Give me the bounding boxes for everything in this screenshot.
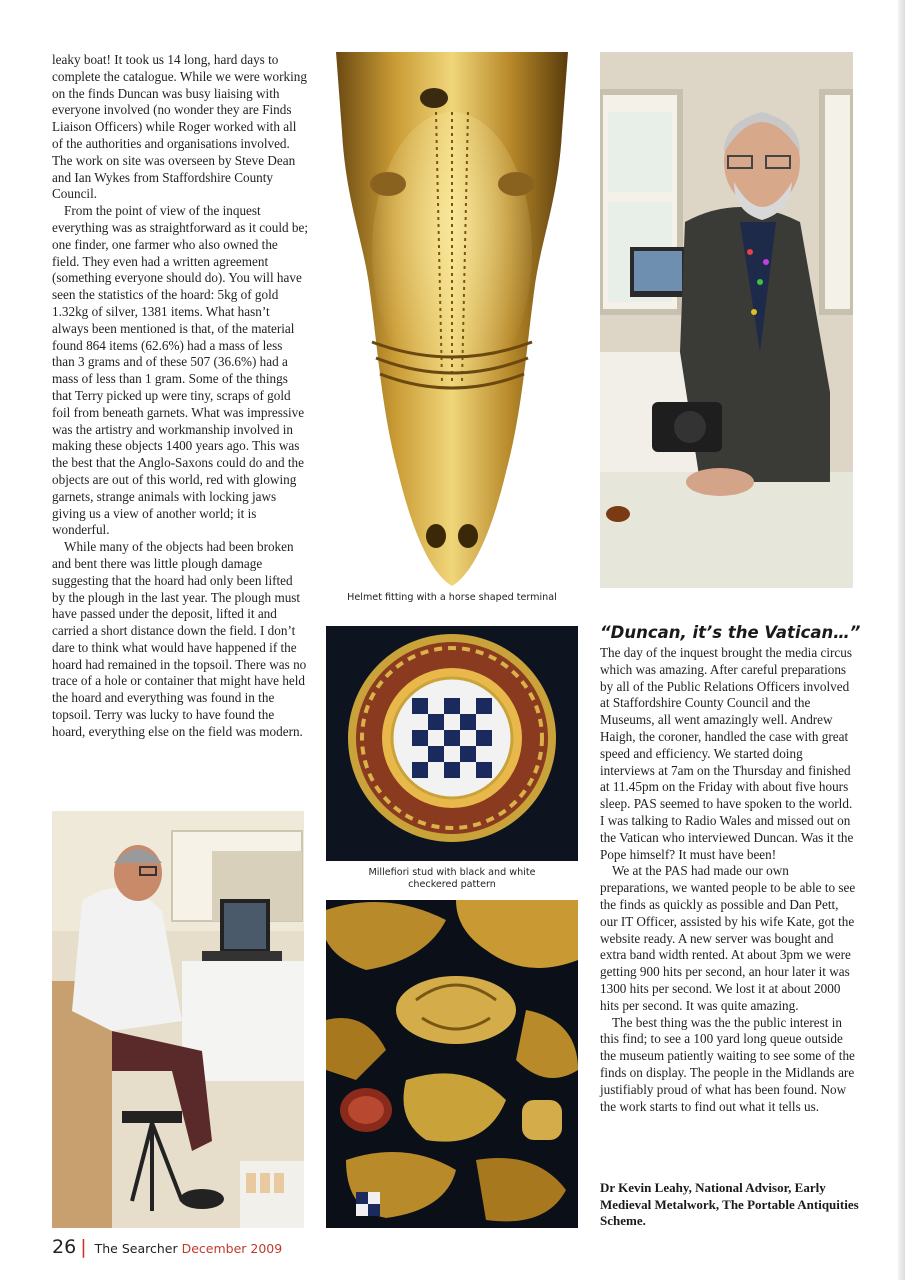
- paragraph: While many of the objects had been broken and bent there was little plough damage suggesting that the hoard had only been lifted by the plough in the last year. The plough must have passed under the deposit, lifted it and carried a short distance down the field. I don’t dare to think what would have happened if the hoard had remained in the topsoil. There was no trace of a hole or container that might have held the hoard and everything was found in the topsoil. Terry was lucky to have found the hoard, everything else on the field was modern.: [52, 539, 307, 739]
- magazine-title: The Searcher: [94, 1241, 178, 1256]
- man-with-camera-photo: [600, 52, 853, 588]
- page-footer: [52, 1236, 282, 1260]
- cataloguer-illustration: [52, 811, 304, 1228]
- paragraph: The best thing was the the public interest in this find; to see a 100 yard long queue outside the museum patiently waiting to see some of the finds on display. The people in the Midlands are justifiably proud of what has been found. Now the work starts to find out what it tells us.: [600, 1014, 855, 1114]
- checkered-pattern: [412, 698, 492, 778]
- man-at-laptop-photo: [52, 811, 304, 1228]
- section-heading: “Duncan, it’s the Vatican…”: [600, 623, 861, 642]
- paragraph: We at the PAS had made our own preparations, we wanted people to be able to see the finds as quickly as possible and Dan Pett, our IT Officer, assisted by his wife Kate, got the website ready. A new server was bought and extra band width rented. At about 3pm we were getting 900 hits per second, an hour later it was 1300 hits per second. We lost it at about 2000 hits per second. It was quite amazing.: [600, 863, 856, 1013]
- page-number: 26: [52, 1236, 77, 1258]
- stud-caption: Millefiori stud with black and white checkered pattern: [368, 867, 536, 890]
- helmet-fitting-photo: [326, 52, 578, 588]
- issue-date: December 2009: [181, 1241, 283, 1256]
- page-edge-shadow: [898, 0, 905, 1280]
- right-text-column: [600, 645, 856, 1115]
- helmet-caption: Helmet fitting with a horse shaped terminal: [347, 592, 557, 603]
- paragraph: The day of the inquest brought the media circus which was amazing. After careful preparations by all of the Public Relations Officers involved at Staffordshire County Council and the Museums, all went amazingly well. Andrew Haigh, the coroner, handled the case with great speed and efficiency. We started doing interviews at 7am on the Thursday and finished at 11.45pm on the Friday with about five hours sleep. PAS seemed to have spoken to the world. I was talking to Radio Wales and missed out on the Vatican who interviewed Duncan. Was it the Pope himself? It must have been!: [600, 645, 854, 862]
- author-signature: Dr Kevin Leahy, National Advisor, Early Medieval Metalwork, The Portable Antiquities Scheme.: [600, 1180, 859, 1228]
- paragraph: leaky boat! It took us 14 long, hard days to complete the catalogue. While we were working on the finds Duncan was busy liaising with everyone involved (no wonder they are Finds Liaison Officers) while Roger worked with all of the authorities and organisations involved. The work on site was overseen by Steve Dean and Ian Wykes from Staffordshire County Council.: [52, 52, 307, 202]
- footer-separator: |: [80, 1236, 87, 1258]
- paragraph: From the point of view of the inquest everything was as straightforward as it could be; one finder, one farmer who also owned the field. They even had a written agreement (something everyone should do). You will have seen the statistics of the hoard: 5kg of gold 1.32kg of silver, 1381 items. What hasn’t always been mentioned is that, of the material found 864 items (62.6%) had a mass of less than 3 grams and of these 507 (36.6%) had a mass of less than 1 gram. Some of the things that Terry picked up were tiny, scraps of gold foil from beneath garnets. What was impressive was the artistry and workmanship involved in making these objects 1400 years ago. This was the best that the Anglo-Saxons could do and the objects are out of this world, red with glowing garnets, strange animals with locking jaws giving us a view of another world; it is wonderful.: [52, 203, 308, 538]
- millefiori-stud-illustration: [326, 626, 578, 861]
- gold-pieces-illustration: [326, 900, 578, 1228]
- millefiori-stud-photo: [326, 626, 578, 861]
- photographer-illustration: [600, 52, 853, 588]
- gold-hoard-pieces-photo: [326, 900, 578, 1228]
- left-text-column: [52, 52, 308, 741]
- horse-terminal-illustration: [326, 52, 578, 588]
